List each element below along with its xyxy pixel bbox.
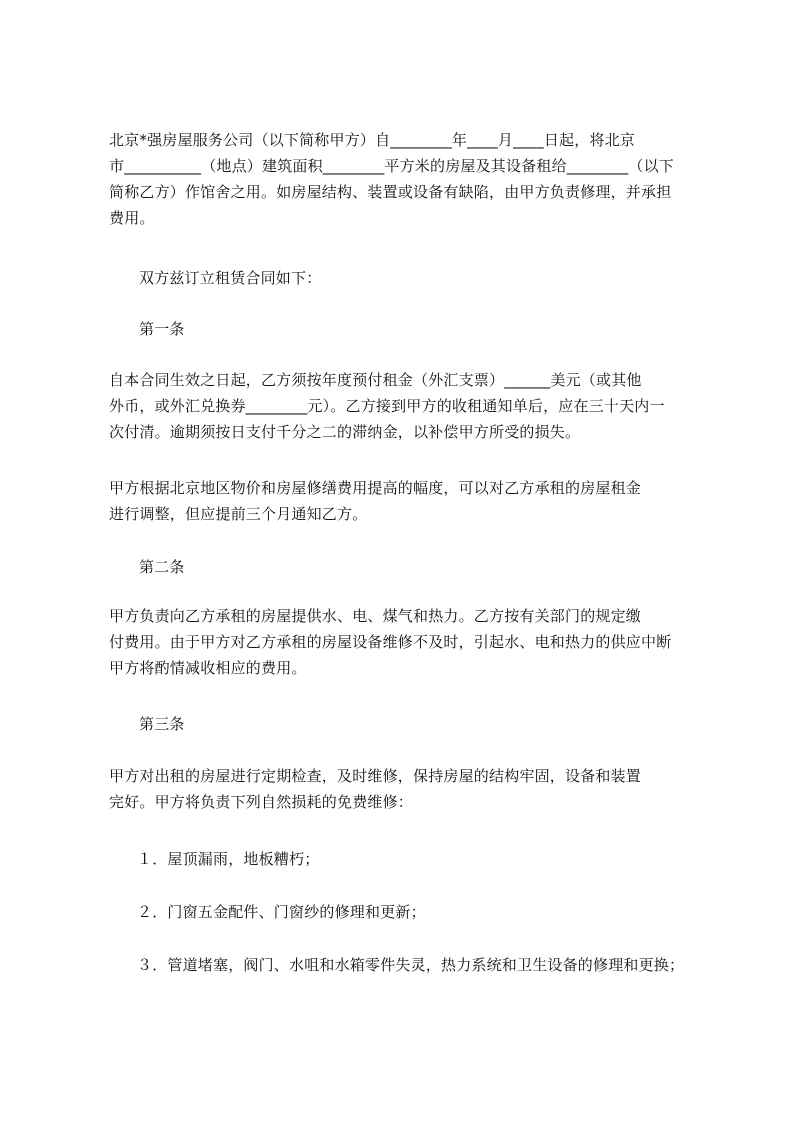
article-1-title: 第一条 [139,320,185,338]
text-line: 双方兹订立租赁合同如下： [139,269,322,287]
intro-paragraph [109,127,703,231]
text-line: 北京*强房屋服务公司（以下简称甲方）自________年____月____日起，将北京 [109,131,636,149]
text-line: 自本合同生效之日起，乙方须按年度预付租金（外汇支票）______美元（或其他 [109,371,642,389]
list-item: １．屋顶漏雨，地板糟朽； [137,850,320,868]
article-2-title: 第二条 [139,558,185,576]
article-2-paragraph-1 [109,603,703,681]
article-3-title: 第三条 [139,715,185,733]
article-1-paragraph-2 [109,475,703,527]
text-line: 费用。 [109,209,155,227]
article-1-paragraph-1 [109,367,703,445]
text-line: 进行调整，但应提前三个月通知乙方。 [109,505,368,523]
agreement-statement [109,265,703,291]
text-line: 次付清。逾期须按日支付千分之二的滞纳金，以补偿甲方所受的损失。 [109,423,581,441]
text-line: 付费用。由于甲方对乙方承租的房屋设备维修不及时，引起水、电和热力的供应中断 [109,633,672,651]
text-line: 外币，或外汇兑换券________元）。乙方接到甲方的收租通知单后，应在三十天内一 [109,397,665,415]
text-line: 完好。甲方将负责下列自然损耗的免费维修： [109,793,414,811]
article-heading [109,554,703,580]
list-item: ２．门窗五金配件、门窗纱的修理和更新； [137,903,426,921]
text-line: 甲方将酌情减收相应的费用。 [109,659,307,677]
text-line: 甲方对出租的房屋进行定期检查，及时维修，保持房屋的结构牢固，设备和装置 [109,767,642,785]
text-line: 甲方根据北京地区物价和房屋修缮费用提高的幅度，可以对乙方承租的房屋租金 [109,479,642,497]
article-3-paragraph-1 [109,763,703,815]
article-3-list [109,846,703,978]
article-heading [109,711,703,737]
text-line: 甲方负责向乙方承租的房屋提供水、电、煤气和热力。乙方按有关部门的规定缴 [109,607,642,625]
text-line: 简称乙方）作馆舍之用。如房屋结构、装置或设备有缺陷，由甲方负责修理，并承担 [109,183,672,201]
article-heading [109,316,703,342]
list-item: ３．管道堵塞，阀门、水咀和水箱零件失灵，热力系统和卫生设备的修理和更换； [137,956,685,974]
text-line: 市__________（地点）建筑面积________平方米的房屋及其设备租给________（以下 [109,157,675,175]
